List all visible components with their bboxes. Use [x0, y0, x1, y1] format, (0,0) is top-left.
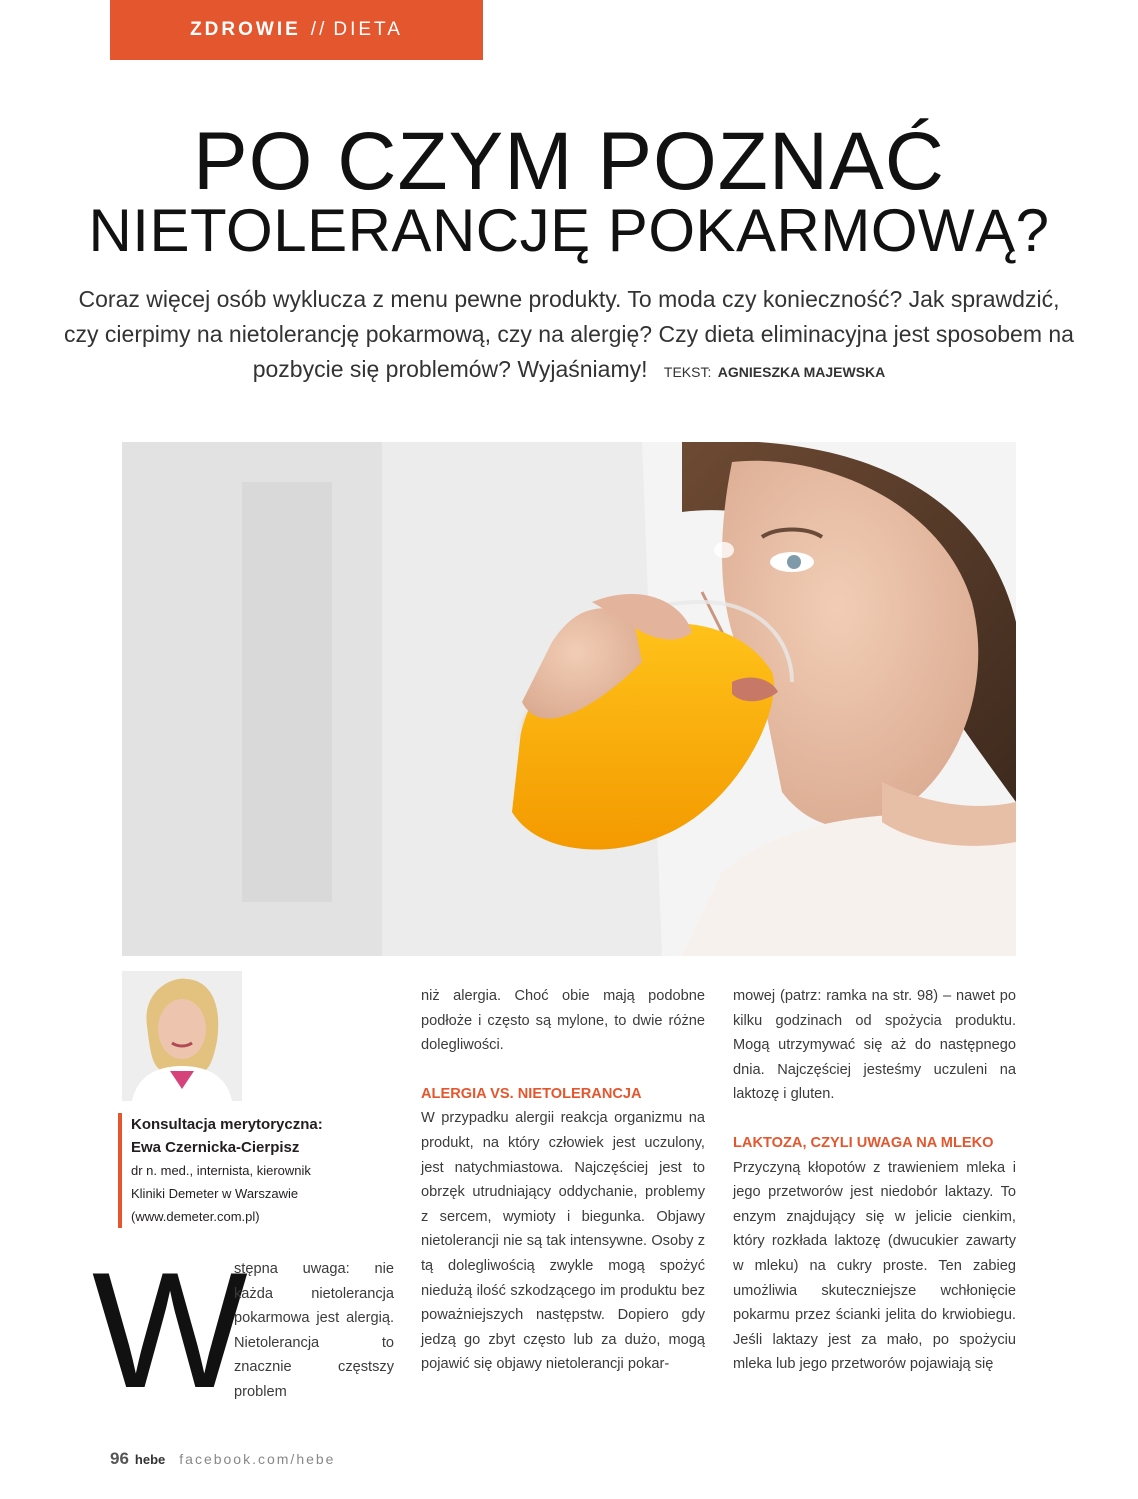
- article-column-1: [234, 1257, 394, 1405]
- section-category: ZDROWIE: [190, 19, 301, 40]
- section-tab: [110, 0, 483, 60]
- hero-photo-woman-drinking-juice: [122, 442, 1016, 956]
- footer-url: facebook.com/hebe: [179, 1451, 336, 1467]
- col3-paragraph-1: mowej (patrz: ramka na str. 98) – nawet po kilku godzinach od spożycia produktu. Mogą utrzymywać się aż do następnego dnia. Najczęściej jesteśmy uczuleni na laktozę i gluten.: [733, 988, 1016, 1103]
- author-name: AGNIESZKA MAJEWSKA: [717, 364, 886, 380]
- section-heading-allergy: ALERGIA VS. NIETOLERANCJA: [421, 1085, 642, 1102]
- consultant-name: Ewa Czernicka-Cierpisz: [131, 1139, 300, 1156]
- article-column-2: [421, 984, 705, 1377]
- col3-paragraph-2: Przyczyną kłopotów z trawieniem mleka i jego przetworów jest niedobór laktazy. To enzym znajdujący się w jelicie cienkim, który rozkłada laktozę (dwucukier zawarty w mleku) na cukry proste. Ten zabieg umożliwia skuteczniejsze wchłonięcie pokarmu przez ścianki jelita do krwiobiegu. Jeśli laktazy jest za mało, po spożyciu mleka lub jego przetworów pojawiają się: [733, 1159, 1016, 1373]
- brand-logo: hebe: [134, 1452, 166, 1467]
- page-number: 96: [110, 1449, 129, 1468]
- credit-label: TEKST:: [663, 364, 712, 380]
- consultant-info-1: dr n. med., internista, kierownik: [131, 1163, 311, 1178]
- col2-paragraph-1: niż alergia. Choć obie mają podobne podłoże i często są mylone, to dwie różne dolegliwości.: [421, 988, 705, 1054]
- consultant-info-2: Kliniki Demeter w Warszawie: [131, 1186, 299, 1201]
- section-subcategory: DIETA: [333, 19, 403, 40]
- headline-line-2: NIETOLERANCJĘ POKARMOWĄ?: [88, 197, 1050, 264]
- hero-illustration: [122, 442, 1016, 956]
- section-heading-lactose: LAKTOZA, CZYLI UWAGA NA MLEKO: [733, 1134, 994, 1151]
- page-footer: [110, 1449, 335, 1469]
- col2-paragraph-2: W przypadku alergii reakcja organizmu na produkt, na który człowiek jest uczulony, jest natychmiastowa. Najczęściej jest to obrzęk utrudniający oddychanie, problemy z sercem, wymioty i biegunka. Objawy nietolerancji nie są tak intensywne. Osoby z tą dolegliwością zwykle mogą spożyć niedużą ilość szkodzącego im produktu bez poważniejszych następstw. Dopiero gdy jedzą go zbyt często lub za dużo, mogą pojawić się objawy nietolerancji pokar-: [421, 1110, 705, 1373]
- consultant-portrait: [122, 971, 242, 1101]
- consultant-info-3: (www.demeter.com.pl): [131, 1209, 260, 1224]
- lead-paragraph: [60, 282, 1078, 390]
- col1-paragraph: stępna uwaga: nie każda nietolerancja pokarmowa jest alergią. Nietolerancja to znacznie częstszy problem: [234, 1261, 394, 1400]
- portrait-illustration: [122, 971, 242, 1101]
- lead-text: Coraz więcej osób wyklucza z menu pewne produkty. To moda czy konieczność? Jak sprawdzić, czy cierpimy na nietolerancję pokarmową, czy na alergię? Czy dieta eliminacyjna jest sposobem na pozbycie się problemów? Wyjaśniamy!: [64, 286, 1074, 382]
- headline-line-1: PO CZYM POZNAĆ: [192, 116, 946, 207]
- consultation-box: [118, 1113, 391, 1228]
- article-column-3: [733, 984, 1016, 1377]
- section-separator: //: [310, 19, 328, 40]
- drop-cap: W: [92, 1238, 248, 1422]
- consultation-label: Konsultacja merytoryczna:: [131, 1116, 323, 1133]
